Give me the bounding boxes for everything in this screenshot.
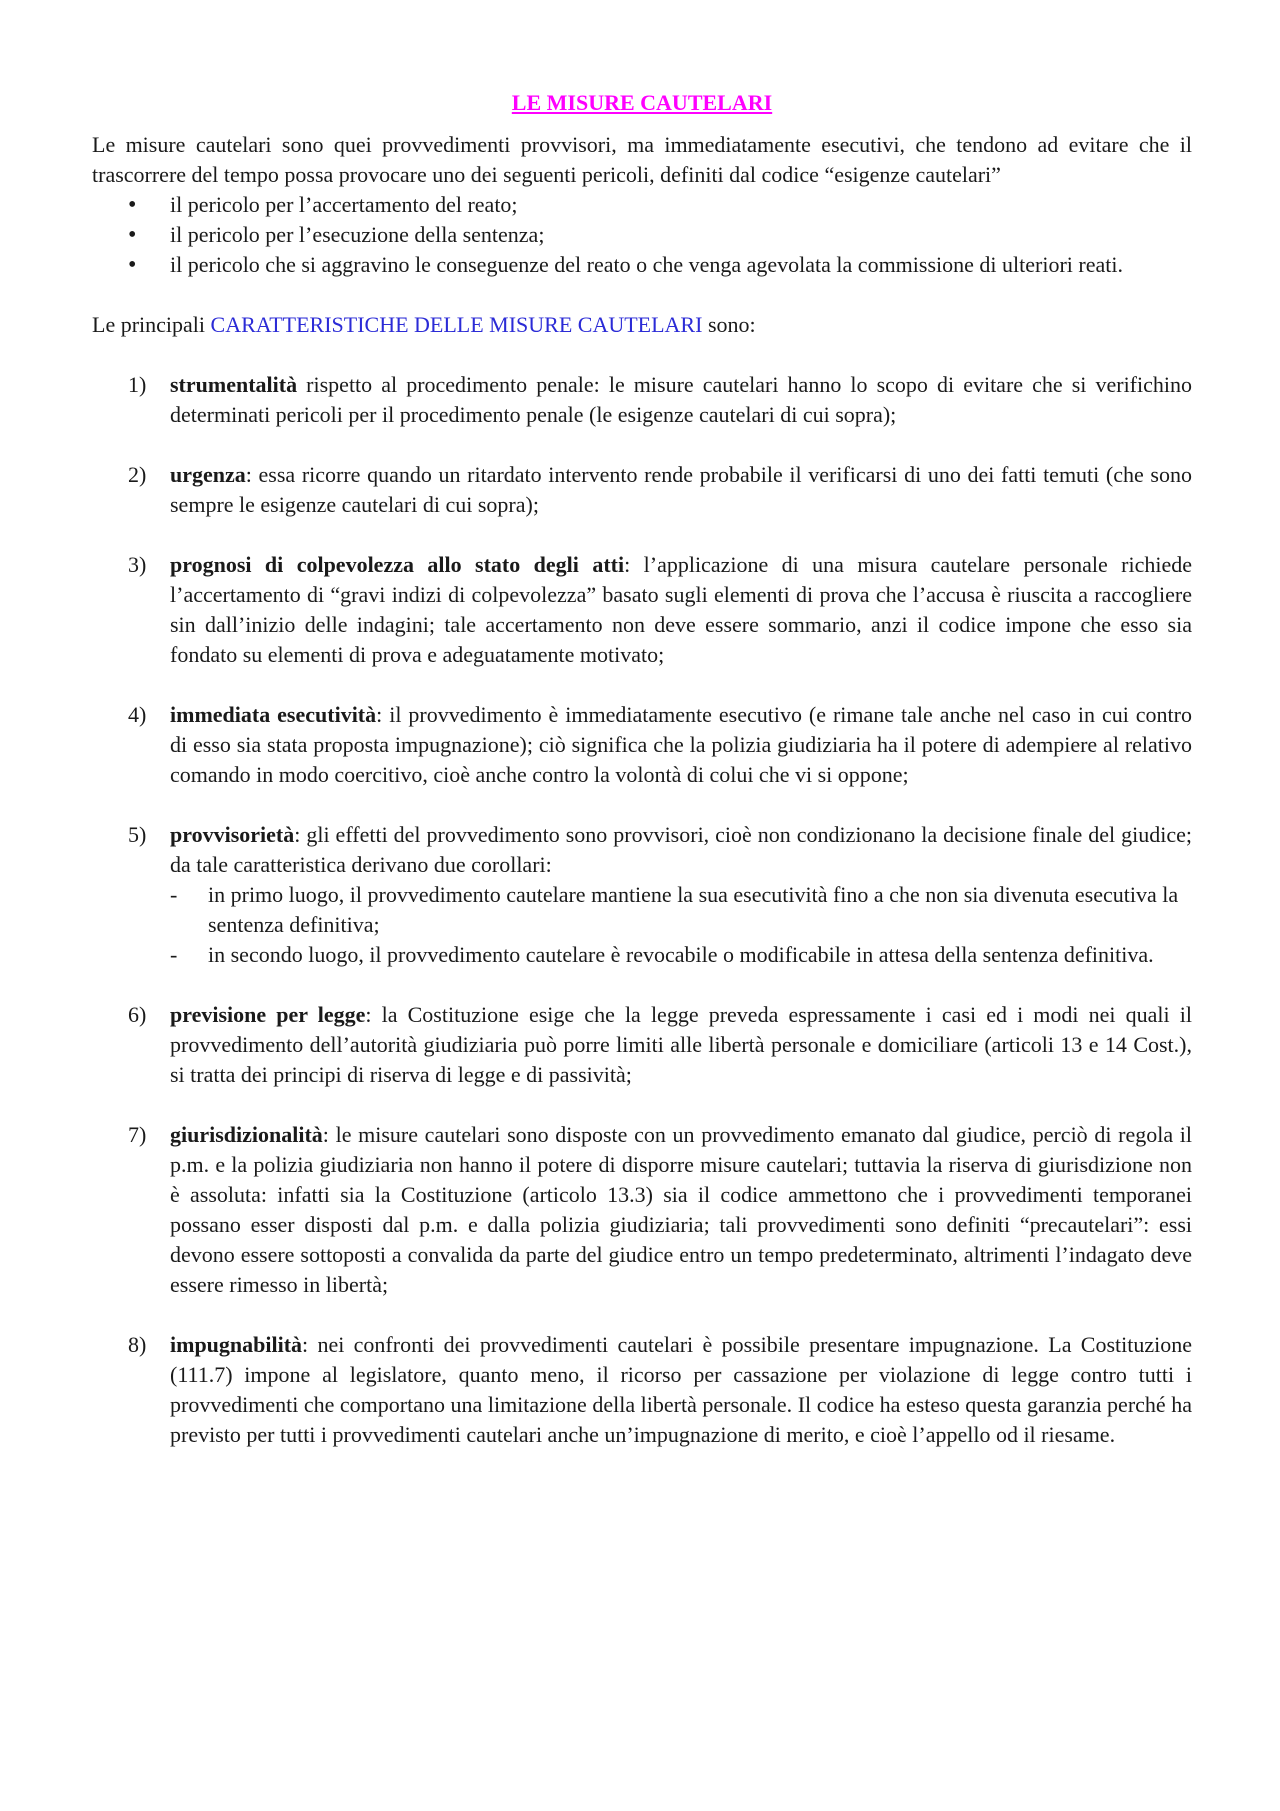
item-term: impugnabilità: [170, 1332, 303, 1357]
characteristics-heading: CARATTERISTICHE DELLE MISURE CAUTELARI: [210, 312, 703, 337]
document-title-row: [92, 88, 1192, 118]
item-text: : nei confronti dei provvedimenti cautelari è possibile presentare impugnazione. La Costituzione (111.7) impone al legislatore, quanto meno, il ricorso per cassazione per violazione di legge contro tutti i provvedimenti che comportano una limitazione della libertà personale. Il codice ha esteso questa garanzia perché ha previsto per tutti i provvedimenti cautelari anche un’impugnazione di merito, e cioè l’appello od il riesame.: [170, 1332, 1192, 1447]
item-term: giurisdizionalità: [170, 1122, 323, 1147]
item-number: 2): [128, 462, 147, 487]
item-text: rispetto al procedimento penale: le misure cautelari hanno lo scopo di evitare che si verifichino determinati pericoli per il procedimento penale (le esigenze cautelari di cui sopra);: [170, 372, 1192, 427]
item-number: 8): [128, 1332, 147, 1357]
characteristics-intro-before: Le principali: [92, 312, 211, 337]
characteristics-list: [92, 370, 1192, 1450]
item-term: strumentalità: [170, 372, 298, 397]
item-number: 1): [128, 372, 147, 397]
danger-item-1: • il pericolo per l’accertamento del reato;: [92, 190, 1192, 220]
item-term: provvisorietà: [170, 822, 295, 847]
characteristic-item-7: [92, 1120, 1192, 1300]
characteristics-intro: [92, 310, 1192, 340]
spacer: [92, 340, 1192, 370]
item-text: : essa ricorre quando un ritardato intervento rende probabile il verificarsi di uno dei fatti temuti (che sono sempre le esigenze cautelari di cui sopra);: [170, 462, 1192, 517]
characteristic-item-6: [92, 1000, 1192, 1090]
corollaries-list: [170, 880, 1192, 970]
item-number: 7): [128, 1122, 147, 1147]
characteristic-item-8: [92, 1330, 1192, 1450]
spacer: [92, 280, 1192, 310]
item-text: : l’applicazione di una misura cautelare personale richiede l’accertamento di “gravi indizi di colpevolezza” basato sugli elementi di prova che l’accusa è riuscita a raccogliere sin dall’inizio delle indagini; tale accertamento non deve essere sommario, anzi il codice impone che esso sia fondato su elementi di prova e adeguatamente motivato;: [170, 552, 1192, 667]
document-title: LE MISURE CAUTELARI: [511, 90, 773, 115]
item-number: 6): [128, 1002, 147, 1027]
intro-paragraph: Le misure cautelari sono quei provvedimenti provvisori, ma immediatamente esecutivi, che tendono ad evitare che il trascorrere del tempo possa provocare uno dei seguenti pericoli, definiti dal codice “esigenze cautelari”: [92, 132, 1192, 187]
item-text: : il provvedimento è immediatamente esecutivo (e rimane tale anche nel caso in cui contro di esso sia stata proposta impugnazione); ciò significa che la polizia giudiziaria ha il potere di adempiere al relativo comando in modo coercitivo, cioè anche contro la volontà di colui che vi si oppone;: [170, 702, 1192, 787]
item-term: urgenza: [170, 462, 246, 487]
dangers-list: [92, 190, 1192, 280]
item-number: 5): [128, 822, 147, 847]
item-term: previsione per legge: [170, 1002, 366, 1027]
characteristic-item-3: [92, 550, 1192, 670]
characteristic-item-5: [92, 820, 1192, 970]
item-text: : gli effetti del provvedimento sono provvisori, cioè non condizionano la decisione finale del giudice; da tale caratteristica derivano due corollari:: [170, 822, 1192, 877]
item-text: : le misure cautelari sono disposte con un provvedimento emanato dal giudice, perciò di regola il p.m. e la polizia giudiziaria non hanno il potere di disporre misure cautelari; tuttavia la riserva di giurisdizione non è assoluta: infatti sia la Costituzione (articolo 13.3) sia il codice ammettono che i provvedimenti temporanei possano esser disposti dal p.m. e dalla polizia giudiziaria; tali provvedimenti sono definiti “precautelari”: essi devono essere sottoposti a convalida da parte del giudice entro un tempo predeterminato, altrimenti l’indagato deve essere rimesso in libertà;: [170, 1122, 1192, 1297]
danger-item-3: • il pericolo che si aggravino le conseguenze del reato o che venga agevolata la commissione di ulteriori reati.: [92, 250, 1192, 280]
item-term: prognosi di colpevolezza allo stato degli atti: [170, 552, 625, 577]
item-term: immediata esecutività: [170, 702, 377, 727]
corollary-item-1: - in primo luogo, il provvedimento cautelare mantiene la sua esecutività fino a che non sia divenuta esecutiva la sentenza definitiva;: [170, 880, 1192, 940]
document-page: [92, 88, 1192, 1480]
characteristic-item-1: [92, 370, 1192, 430]
characteristics-intro-after: sono:: [702, 312, 756, 337]
characteristic-item-2: [92, 460, 1192, 520]
characteristic-item-4: [92, 700, 1192, 790]
item-number: 3): [128, 552, 147, 577]
danger-item-2: • il pericolo per l’esecuzione della sentenza;: [92, 220, 1192, 250]
corollary-item-2: - in secondo luogo, il provvedimento cautelare è revocabile o modificabile in attesa della sentenza definitiva.: [170, 940, 1192, 970]
item-number: 4): [128, 702, 147, 727]
item-text: : la Costituzione esige che la legge preveda espressamente i casi ed i modi nei quali il provvedimento dell’autorità giudiziaria può porre limiti alle libertà personale e domiciliare (articoli 13 e 14 Cost.), si tratta dei principi di riserva di legge e di passività;: [170, 1002, 1192, 1087]
